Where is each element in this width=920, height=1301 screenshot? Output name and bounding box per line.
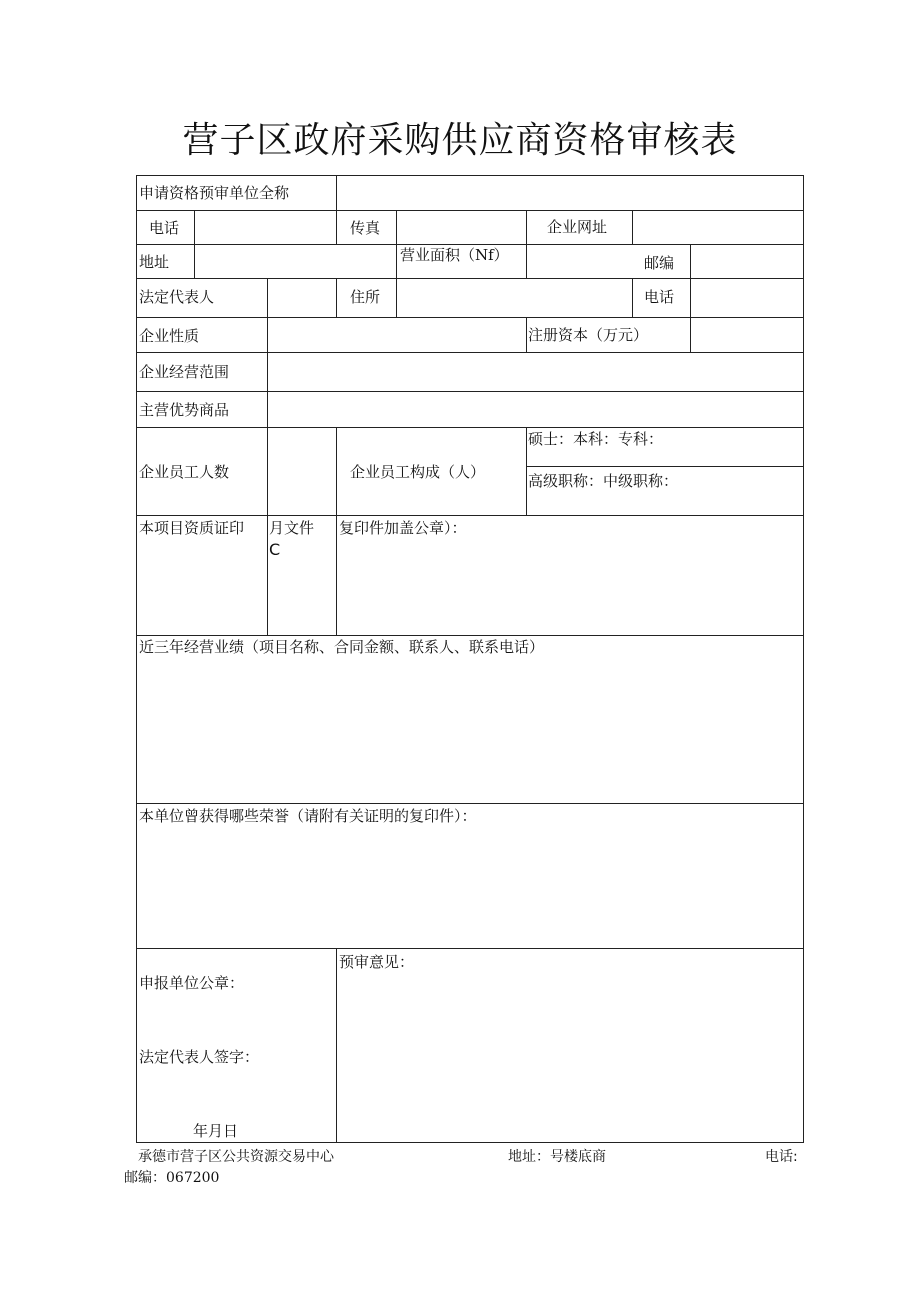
row-line [136, 244, 804, 245]
col-line [632, 278, 633, 317]
col-line [267, 317, 268, 352]
row-line [136, 1142, 804, 1143]
row-line [136, 948, 804, 949]
signature-label: 法定代表人签字： [139, 1048, 260, 1066]
row-line [136, 391, 804, 392]
row-line [136, 515, 804, 516]
col-line [526, 317, 527, 352]
residence-label: 住所 [350, 288, 381, 306]
footer-postcode: 邮编：067200 [124, 1170, 220, 1186]
row-line [526, 466, 804, 467]
col-line [194, 244, 195, 278]
certificate-mid-line2: C [269, 540, 281, 559]
row-line [136, 278, 804, 279]
col-line [526, 244, 527, 278]
col-line [267, 427, 268, 515]
capital-label: 注册资本（万元） [528, 326, 649, 344]
certificate-mid-line1: 月文件 [269, 519, 315, 537]
col-line [336, 210, 337, 244]
col-line [690, 244, 691, 278]
fax-label: 传真 [350, 219, 381, 237]
titles-label: 高级职称：中级职称： [528, 472, 679, 490]
products-label: 主营优势商品 [139, 401, 230, 419]
row-line [136, 635, 804, 636]
row-line [136, 317, 804, 318]
col-line [526, 427, 527, 515]
col-line [396, 210, 397, 244]
col-line [336, 427, 337, 515]
footer-address: 地址：号楼底商 [508, 1149, 606, 1165]
phone-label: 电话 [149, 219, 180, 237]
col-line [267, 515, 268, 635]
date-label: 年月日 [193, 1122, 239, 1140]
col-line [690, 317, 691, 352]
table-border-right [803, 175, 804, 1143]
legal-rep-label: 法定代表人 [139, 288, 215, 306]
row-line [136, 427, 804, 428]
certificate-copy-label: 复印件加盖公章）： [339, 519, 467, 537]
scope-label: 企业经营范围 [139, 363, 230, 381]
col-line [336, 515, 337, 635]
address-label: 地址 [139, 253, 170, 271]
row-line [136, 352, 804, 353]
footer-phone: 电话: [765, 1149, 798, 1165]
col-line [336, 278, 337, 317]
col-line [632, 210, 633, 244]
col-line [526, 210, 527, 244]
row-line [136, 803, 804, 804]
row-line [136, 175, 804, 176]
performance-label: 近三年经营业绩（项目名称、合同金额、联系人、联系电话） [139, 638, 545, 656]
col-line [396, 244, 397, 278]
business-area-label: 营业面积（Nf） [400, 246, 509, 264]
honors-label: 本单位曾获得哪些荣誉（请附有关证明的复印件）： [139, 807, 477, 825]
col-line [194, 210, 195, 244]
page-title: 营子区政府采购供应商资格审核表 [182, 120, 738, 161]
footer-org: 承德市营子区公共资源交易中心 [138, 1149, 334, 1165]
col-line [267, 278, 268, 317]
degrees-label: 硕士：本科：专科： [528, 430, 664, 448]
col-line [396, 278, 397, 317]
col-line [267, 352, 268, 427]
website-label: 企业网址 [547, 218, 608, 236]
review-opinion-label: 预审意见： [339, 953, 415, 971]
certificate-label: 本项目资质证印 [139, 519, 245, 537]
postcode-label: 邮编 [644, 254, 675, 272]
col-line [336, 175, 337, 210]
phone2-label: 电话 [644, 288, 675, 306]
staff-count-label: 企业员工人数 [139, 463, 230, 481]
table-border-left [136, 175, 137, 1143]
applicant-name-label: 申请资格预审单位全称 [139, 184, 290, 202]
col-line [690, 278, 691, 317]
row-line [136, 210, 804, 211]
nature-label: 企业性质 [139, 327, 200, 345]
seal-label: 申报单位公章： [139, 974, 245, 992]
staff-composition-label: 企业员工构成（人） [350, 463, 486, 481]
col-line [336, 948, 337, 1142]
